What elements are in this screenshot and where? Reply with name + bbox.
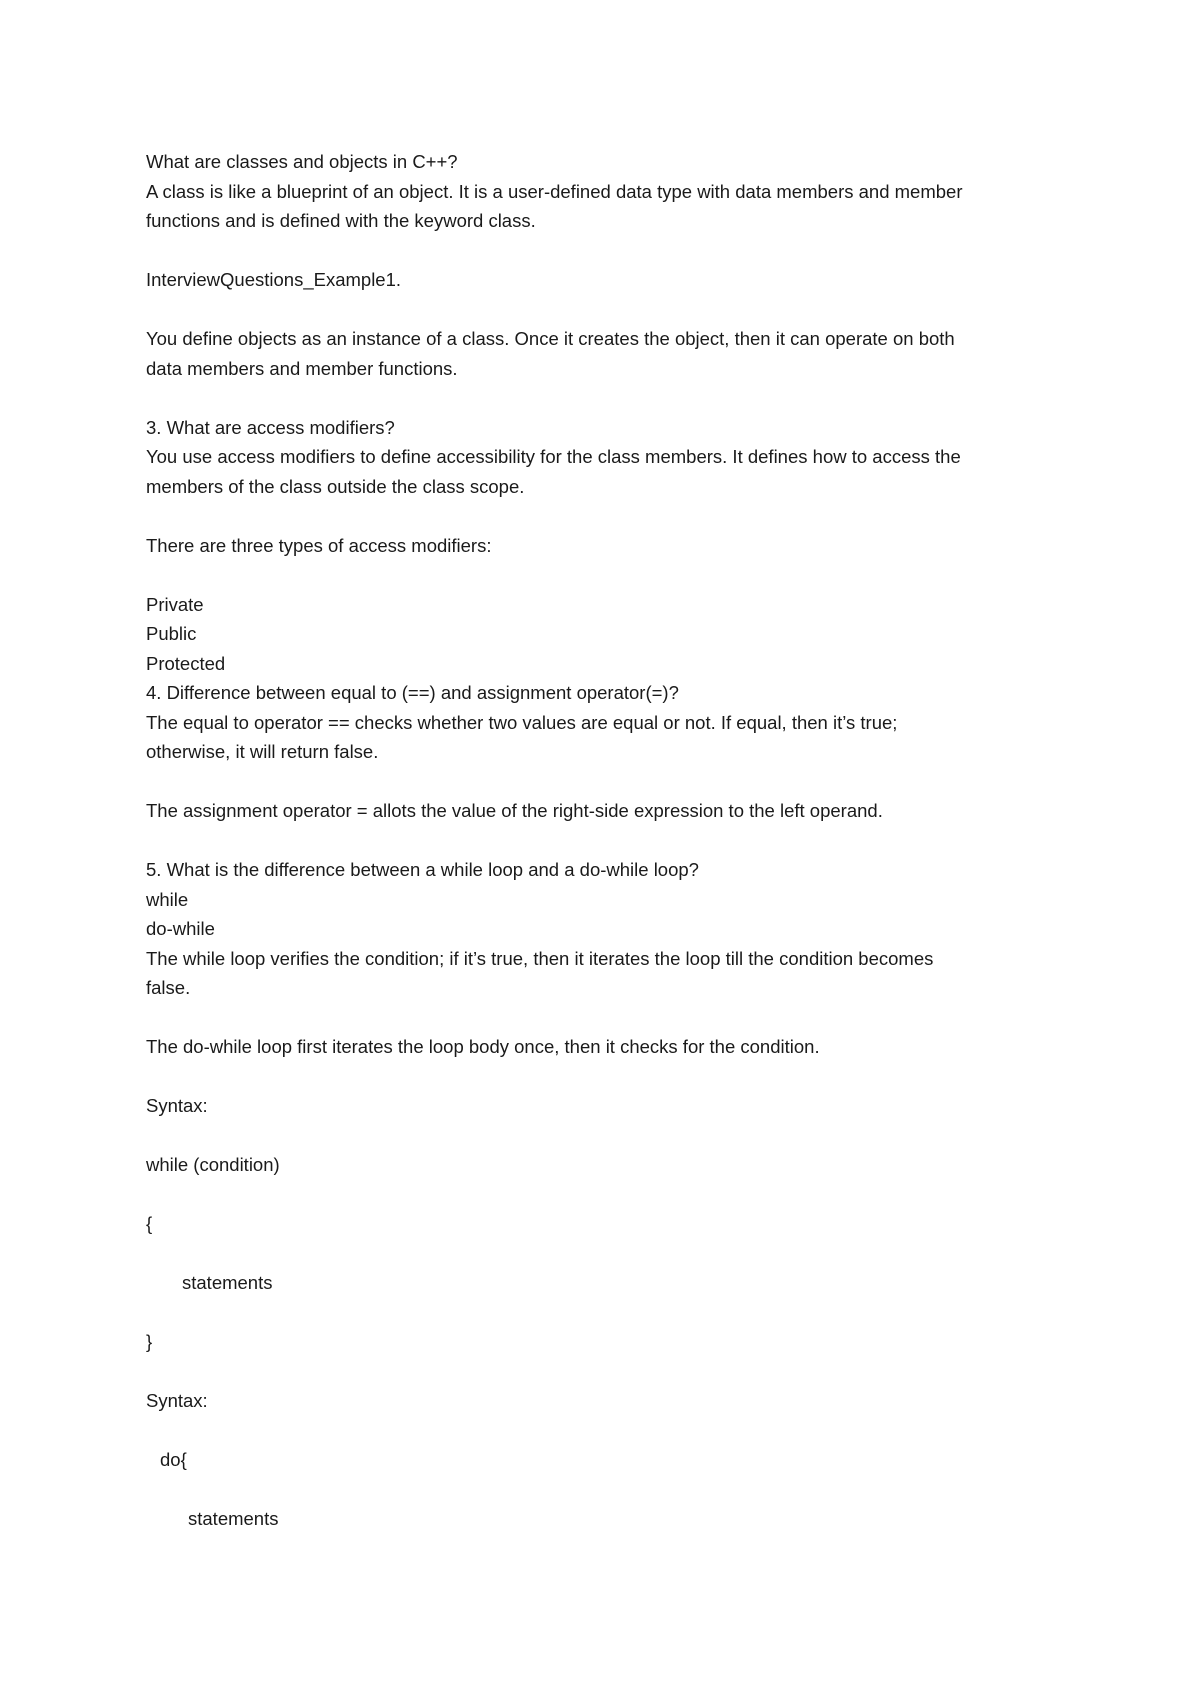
list-item: Protected — [146, 652, 226, 674]
paragraph-line: The do-while loop first iterates the loop body once, then it checks for the condition. — [146, 1036, 820, 1057]
question-heading: 5. What is the difference between a while loop and a do-while loop? — [146, 859, 699, 880]
blank-line — [146, 1298, 1066, 1328]
code-line: { — [146, 1213, 153, 1234]
blank-line — [146, 1357, 1066, 1387]
blank-line — [146, 1416, 1066, 1446]
paragraph-line: You define objects as an instance of a class. Once it creates the object, then it can operate on both — [146, 328, 955, 349]
paragraph-line: false. — [146, 977, 191, 998]
document-body — [146, 147, 1066, 1534]
code-line: do{ — [160, 1449, 187, 1470]
syntax-label: Syntax: — [146, 1390, 208, 1411]
question-heading: 4. Difference between equal to (==) and assignment operator(=)? — [146, 682, 679, 703]
question-heading: 3. What are access modifiers? — [146, 416, 395, 438]
paragraph-line: The while loop verifies the condition; if it’s true, then it iterates the loop till the condition becomes — [146, 947, 934, 969]
code-line: statements — [188, 1508, 279, 1529]
question-heading: What are classes and objects in C++? — [146, 151, 458, 172]
paragraph-line: You use access modifiers to define accessibility for the class members. It defines how to access the — [146, 446, 961, 467]
blank-line — [146, 1475, 1066, 1505]
paragraph-line: A class is like a blueprint of an object. It is a user-defined data type with data members and member — [146, 180, 963, 202]
code-line: while (condition) — [146, 1154, 280, 1175]
blank-line — [146, 1121, 1066, 1151]
list-item: Public — [146, 623, 197, 644]
list-item: while — [146, 888, 189, 910]
blank-line — [146, 1003, 1066, 1033]
blank-line — [146, 295, 1066, 325]
paragraph-line: The assignment operator = allots the value of the right-side expression to the left operand. — [146, 800, 883, 821]
paragraph-line: otherwise, it will return false. — [146, 741, 379, 762]
paragraph-line: There are three types of access modifiers: — [146, 534, 492, 556]
paragraph-line: data members and member functions. — [146, 357, 458, 379]
example-label: InterviewQuestions_Example1. — [146, 269, 402, 290]
paragraph-line: members of the class outside the class scope. — [146, 475, 525, 497]
paragraph-line: The equal to operator == checks whether two values are equal or not. If equal, then it’s true; — [146, 711, 898, 733]
blank-line — [146, 1180, 1066, 1210]
syntax-label: Syntax: — [146, 1095, 208, 1116]
list-item: Private — [146, 593, 204, 615]
blank-line — [146, 826, 1066, 856]
list-item: do-while — [146, 918, 215, 939]
blank-line — [146, 1239, 1066, 1269]
blank-line — [146, 1062, 1066, 1092]
code-line: } — [146, 1331, 153, 1352]
blank-line — [146, 383, 1066, 413]
paragraph-line: functions and is defined with the keyword class. — [146, 210, 536, 231]
blank-line — [146, 767, 1066, 797]
blank-line — [146, 501, 1066, 531]
code-line: statements — [182, 1272, 273, 1293]
blank-line — [146, 560, 1066, 590]
blank-line — [146, 236, 1066, 266]
